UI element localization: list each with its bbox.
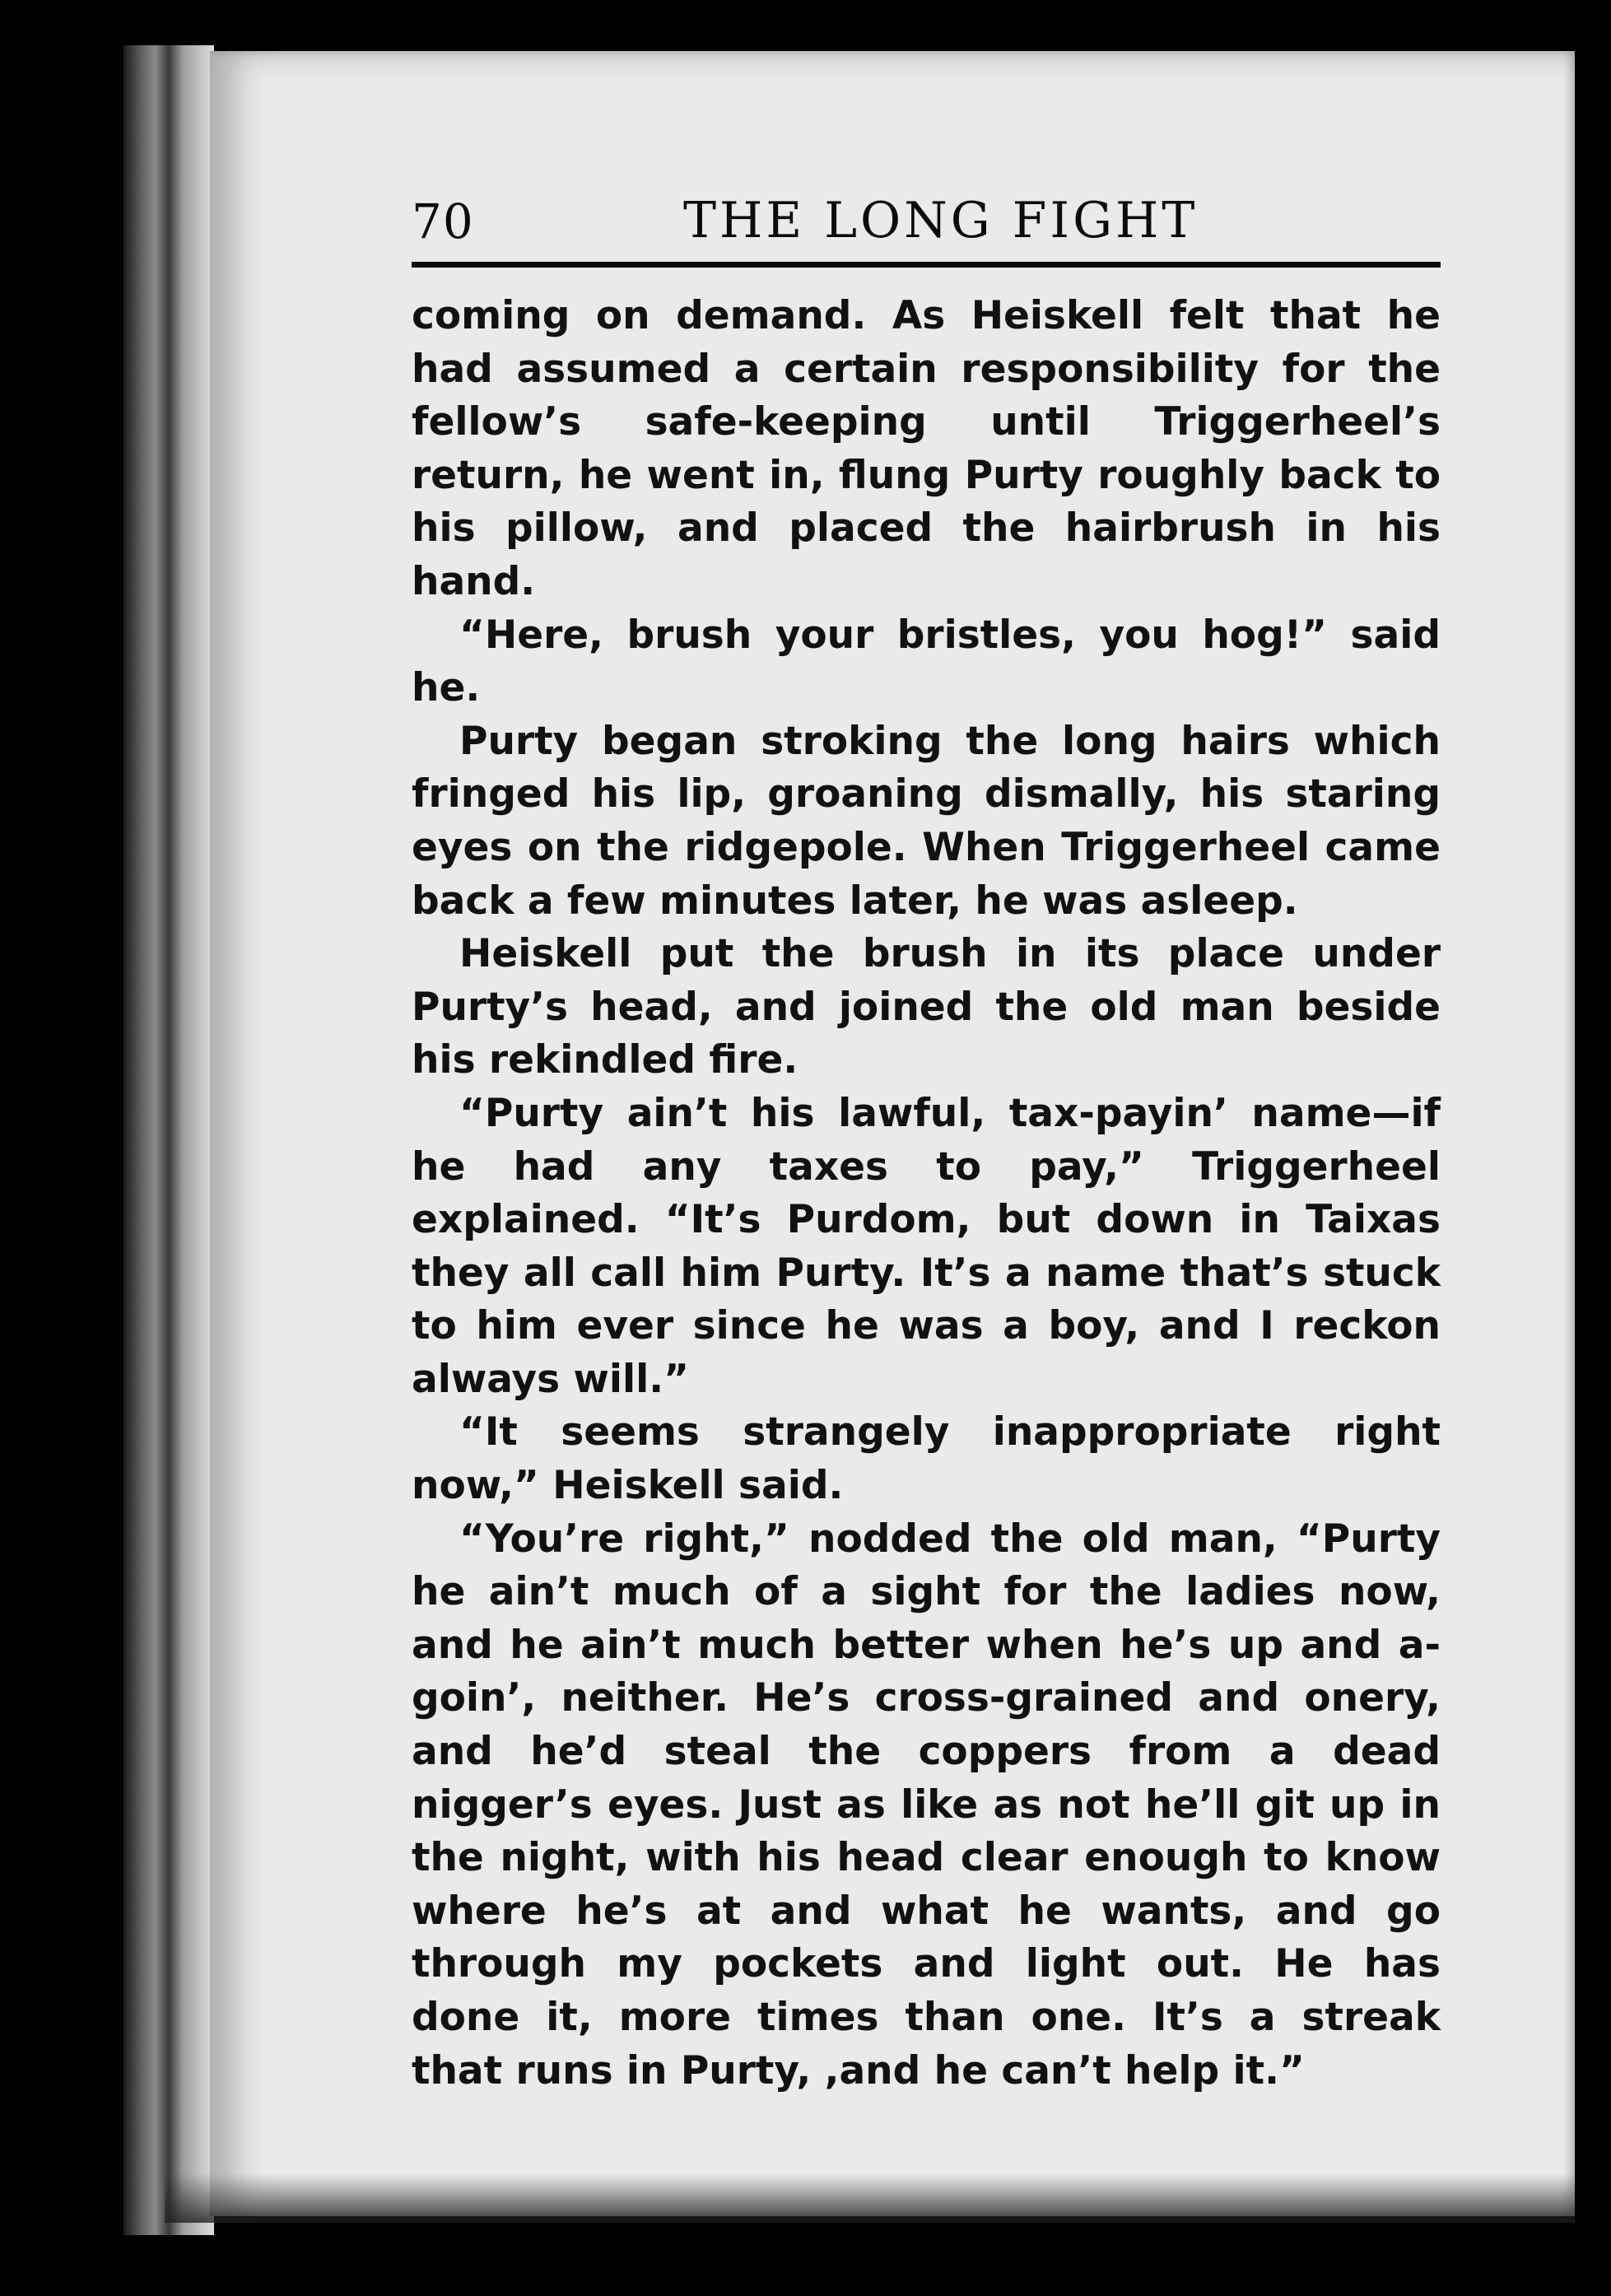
paragraph: “Purty ain’t his lawful, tax-payin’ name—if he had any taxes to pay,” Triggerheel explained. “It’s Purdom, but down in Taixas they all call him Purty. It’s a name that’s stuck to him ever since he was a boy, and I reckon always will.” (412, 1090, 1441, 1402)
header-rule (412, 262, 1441, 268)
running-head (412, 185, 1441, 259)
book-spine-edge (123, 45, 214, 2235)
paragraph: coming on demand. As Heiskell felt that he had assumed a certain responsibility for the fellow’s safe-keeping until Triggerheel’s return, he went in, flung Purty roughly back to his pillow, and placed the hairbrush in his hand. (412, 293, 1441, 604)
paragraph: Purty began stroking the long hairs which fringed his lip, groaning dismally, his staring eyes on the ridgepole. When Triggerheel came back a few minutes later, he was asleep. (412, 718, 1441, 924)
page-bottom-shadow (165, 2173, 1575, 2223)
paragraph: “It seems strangely inappropriate right now,” Heiskell said. (412, 1409, 1441, 1509)
body-text (412, 290, 1441, 2098)
paragraph: Heiskell put the brush in its place under Purty’s head, and joined the old man beside his rekindled fire. (412, 931, 1441, 1083)
paragraph: “You’re right,” nodded the old man, “Purty he ain’t much of a sight for the ladies now, and he ain’t much better when he’s up and a-goin’, neither. He’s cross-grained and onery, and he’d steal the coppers from a dead nigger’s eyes. Just as like as not he’ll git up in the night, with his head clear enough to know where he’s at and what he wants, and go through my pockets and light out. He has done it, more times than one. It’s a streak that runs in Purty, ,and he can’t help it.” (412, 1516, 1441, 2093)
book-title: THE LONG FIGHT (683, 192, 1199, 249)
paragraph: “Here, brush your bristles, you hog!” said he. (412, 612, 1441, 711)
page-number: 70 (412, 193, 474, 249)
